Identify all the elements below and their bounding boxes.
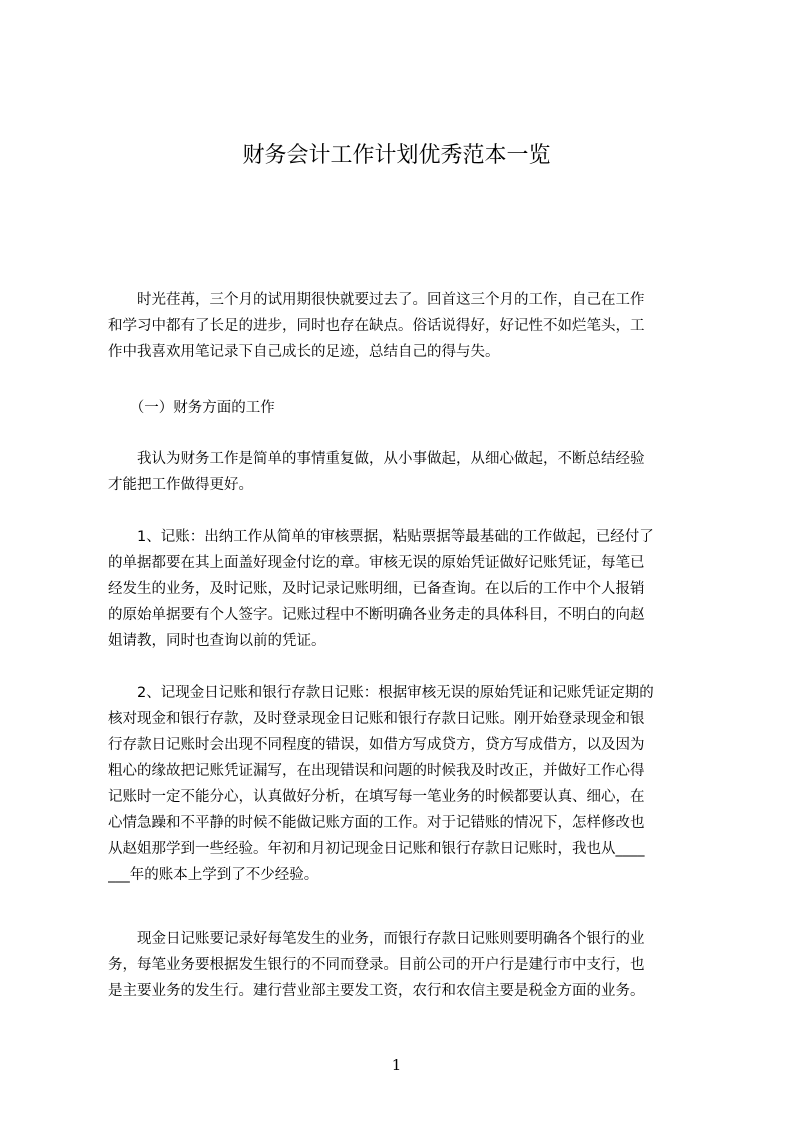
paragraph-line: 核对现金和银行存款，及时登录现金日记账和银行存款日记账。刚开始登录现金和银 xyxy=(108,711,645,727)
paragraph-line: ___年的账本上学到了不少经验。 xyxy=(108,867,319,883)
paragraph-line: 和学习中都有了长足的进步，同时也存在缺点。俗话说得好，好记性不如烂笔头，工 xyxy=(108,318,645,334)
paragraph-line: 是主要业务的发生行。建行营业部主要发工资，农行和农信主要是税金方面的业务。 xyxy=(108,983,645,999)
paragraph-line: 我认为财务工作是简单的事情重复做，从小事做起，从细心做起，不断总结经验 xyxy=(108,451,645,467)
paragraph-line: 经发生的业务，及时记账，及时记录记账明细，已备查询。在以后的工作中个人报销 xyxy=(108,581,645,597)
paragraph-line: 作中我喜欢用笔记录下自己成长的足迹，总结自己的得与失。 xyxy=(108,344,500,360)
paragraph-line: 粗心的缘故把记账凭证漏写，在出现错误和问题的时候我及时改正，并做好工作心得 xyxy=(108,763,645,779)
paragraph-line: 时光荏苒，三个月的试用期很快就要过去了。回首这三个月的工作，自己在工作 xyxy=(108,292,645,308)
paragraph-line: 的原始单据要有个人签字。记账过程中不断明确各业务走的具体科目，不明白的向赵 xyxy=(108,607,645,623)
paragraph-line: 务，每笔业务要根据发生银行的不同而登录。目前公司的开户行是建行市中支行，也 xyxy=(108,957,645,973)
paragraph-line: 行存款日记账时会出现不同程度的错误，如借方写成贷方，贷方写成借方，以及因为 xyxy=(108,737,645,753)
paragraph-line: 才能把工作做得更好。 xyxy=(108,477,253,493)
paragraph-line: 2、记现金日记账和银行存款日记账：根据审核无误的原始凭证和记账凭证定期的 xyxy=(108,685,654,701)
paragraph-line: 现金日记账要记录好每笔发生的业务，而银行存款日记账则要明确各个银行的业 xyxy=(108,931,645,947)
document-title: 财务会计工作计划优秀范本一览 xyxy=(242,143,551,168)
paragraph-line: 1、记账：出纳工作从简单的审核票据，粘贴票据等最基础的工作做起，已经付了 xyxy=(108,529,654,545)
paragraph-line: 姐请教，同时也查询以前的凭证。 xyxy=(108,633,326,649)
paragraph-line: （一）财务方面的工作 xyxy=(108,400,275,416)
paragraph-line: 从赵姐那学到一些经验。年初和月初记现金日记账和银行存款日记账时，我也从____ xyxy=(108,841,645,857)
page-number: 1 xyxy=(391,1056,402,1074)
paragraph-line: 的单据都要在其上面盖好现金付讫的章。审核无误的原始凭证做好记账凭证，每笔已 xyxy=(108,555,645,571)
paragraph-line: 记账时一定不能分心，认真做好分析，在填写每一笔业务的时候都要认真、细心，在 xyxy=(108,789,645,805)
paragraph-line: 心情急躁和不平静的时候不能做记账方面的工作。对于记错账的情况下，怎样修改也 xyxy=(108,815,645,831)
